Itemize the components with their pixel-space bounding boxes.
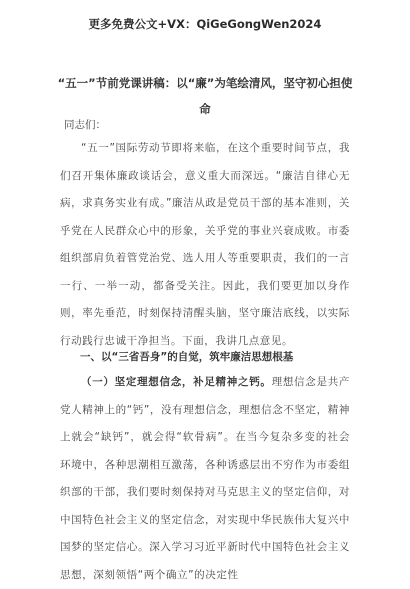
paragraph-2-lead: （一）坚定理想信念，补足精神之钙。: [81, 376, 272, 388]
paragraph-2: [60, 369, 350, 589]
section-heading-1: 一、以“三省吾身”的自觉，筑牢廉洁思想根基: [80, 351, 294, 363]
document-title: “五一”节前党课讲稿：以“廉”为笔绘清风，坚守初心担使命: [57, 76, 353, 116]
salutation: 同志们：: [64, 119, 106, 131]
paragraph-1: “五一”国际劳动节即将来临，在这个重要时间节点，我们召开集体廉政谈话会，意义重大而深远。“廉洁自律心无病，求真务实业有成。”廉洁从政是党员干部的基本准则，关乎党在人民群众心中的形象，关乎党的事业兴衰成败。市委组织部肩负着管党治党、选人用人等重要职责，我们的一言一行、一举一动，都备受关注。因此，我们要更加以身作则，率先垂范，时刻保持清醒头脑，坚守廉洁底线，以实际行动践行忠诚干净担当。下面，我讲几点意见。: [60, 142, 350, 347]
paragraph-2-body: 理想信念是共产党人精神上的“钙”，没有理想信念，理想信念不坚定，精神上就会“缺钙”，就会得“软骨病”。在当今复杂多变的社会环境中，各种思潮相互激荡，各种诱惑层出不穷作为市委组织部的干部，我们要时刻保持对马克思主义的坚定信仰，对中国特色社会主义的坚定信念，对实现中华民族伟大复兴中国梦的坚定信心。深入学习习近平新时代中国特色社会主义思想，深刻领悟“两个确立”的决定性: [60, 376, 351, 581]
page-header: 更多免费公文+VX：QiGeGongWen2024: [88, 17, 322, 31]
